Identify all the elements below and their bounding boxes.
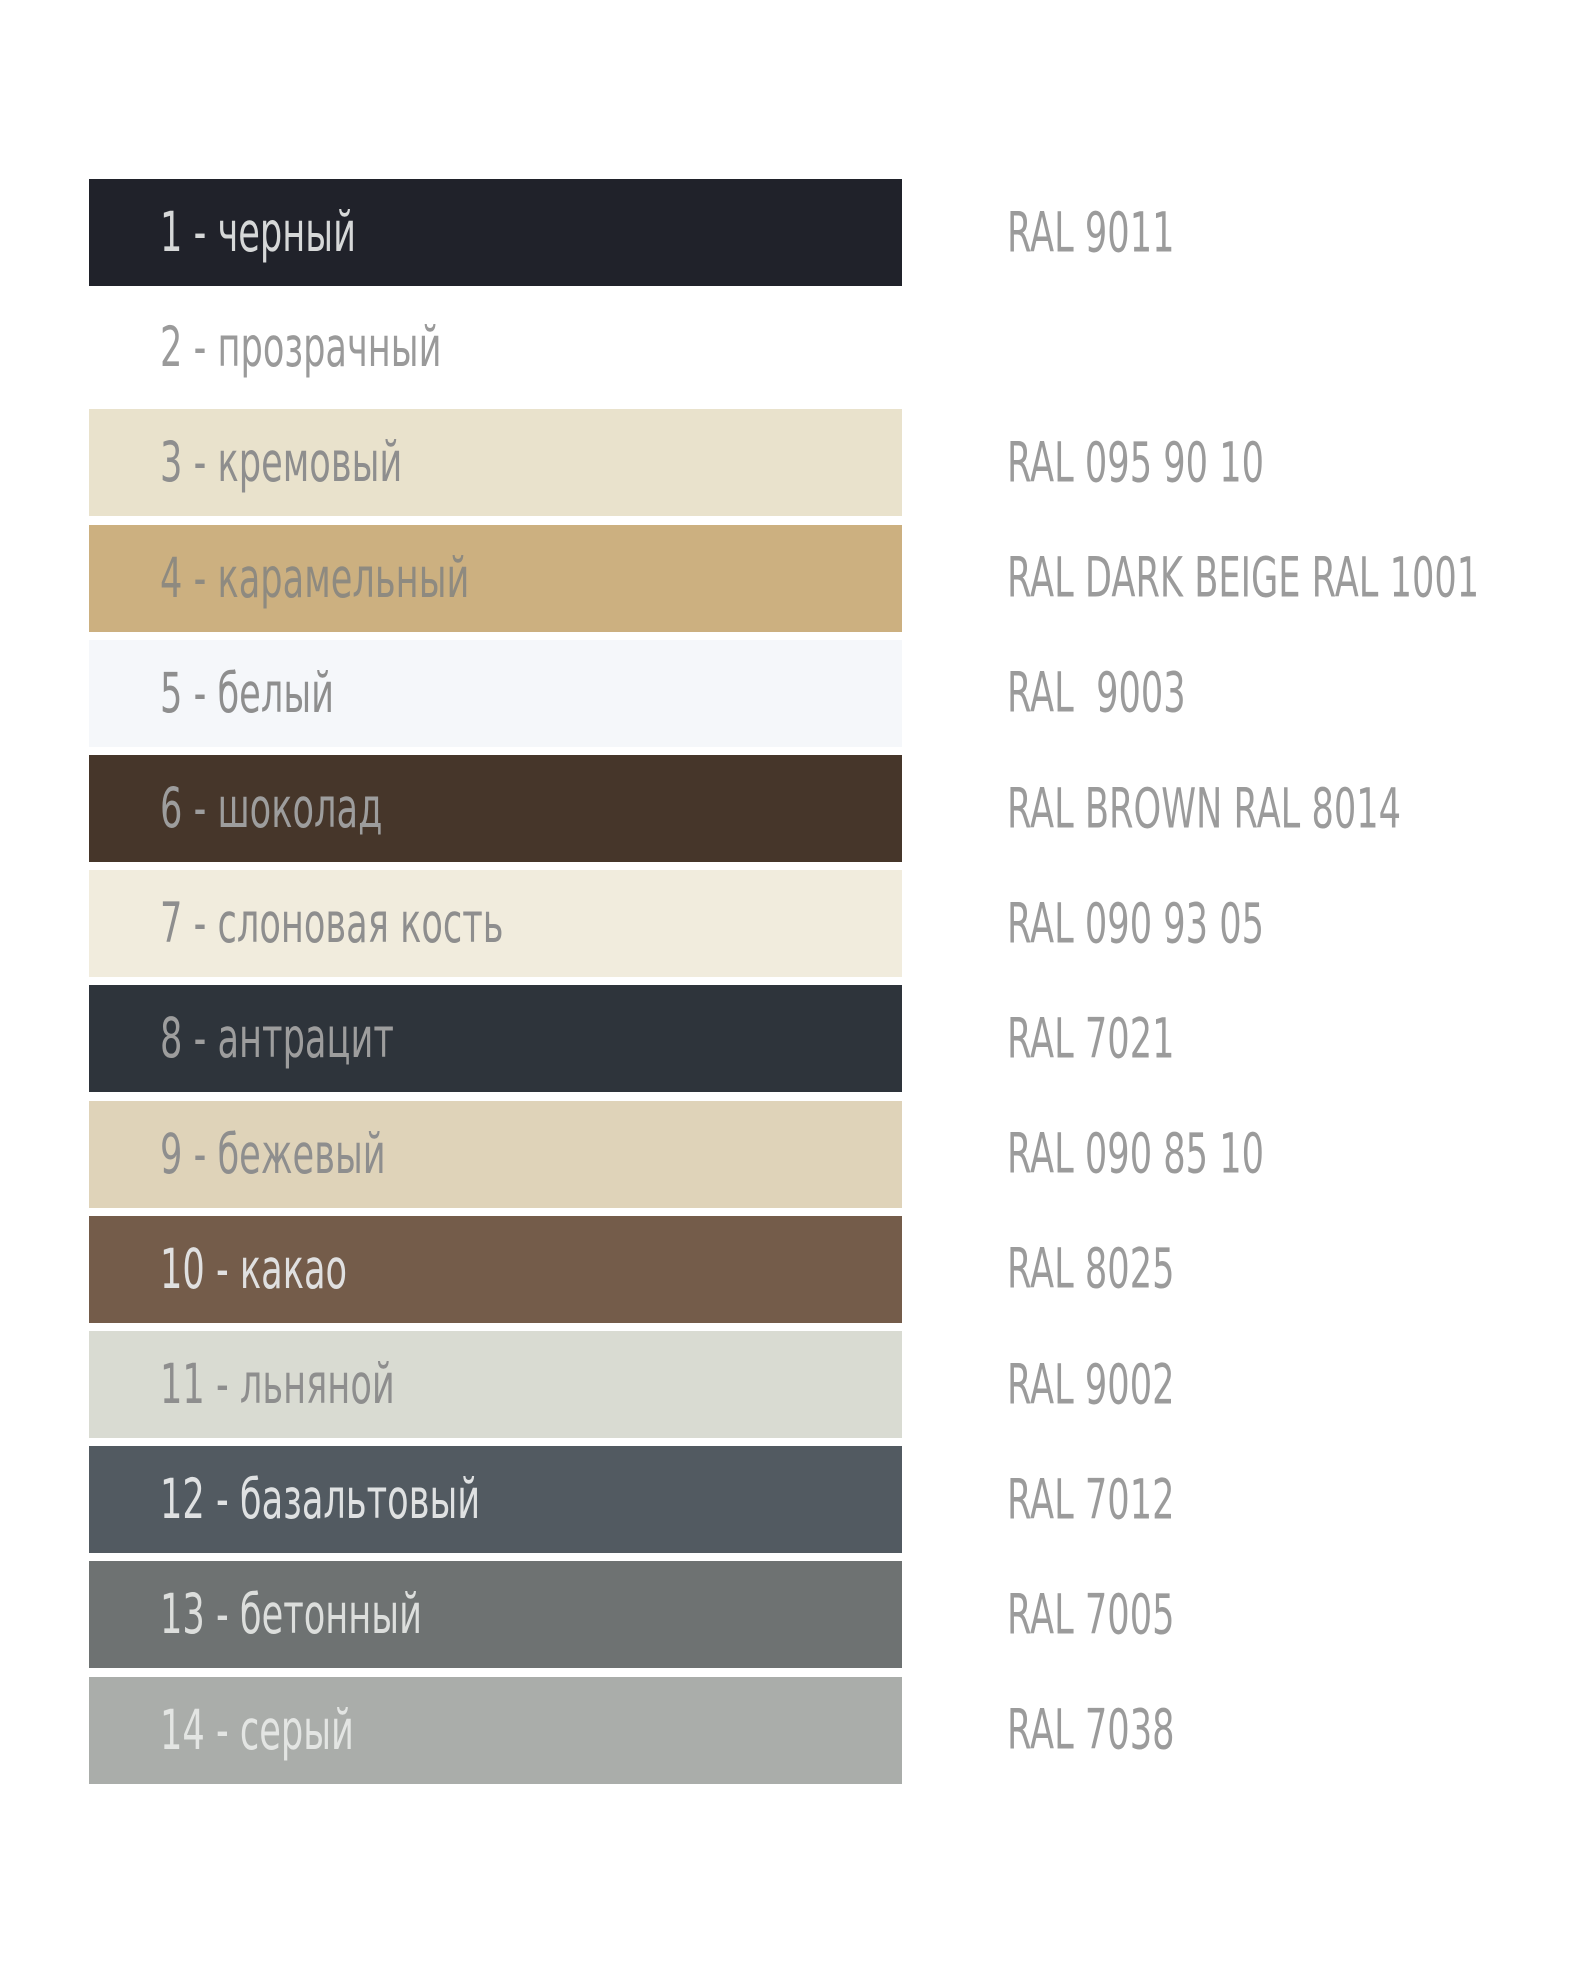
color-swatch — [89, 640, 902, 747]
color-name-label: 10 - какао — [160, 1236, 348, 1301]
color-row — [89, 640, 1186, 747]
color-swatch — [89, 409, 902, 516]
color-name-label: 13 - бетонный — [160, 1582, 422, 1647]
color-swatch — [89, 755, 902, 862]
ral-code-label: RAL 9002 — [1007, 1352, 1175, 1416]
color-name-label: 11 - льняной — [160, 1352, 395, 1416]
color-name-label: 3 - кремовый — [160, 430, 403, 495]
color-swatch — [89, 1446, 902, 1553]
color-row — [89, 1446, 1175, 1553]
ral-code-label: RAL 7021 — [1007, 1006, 1175, 1071]
color-swatch — [89, 1677, 902, 1784]
color-row — [89, 870, 1265, 977]
color-swatch — [89, 294, 902, 401]
color-swatch — [89, 1216, 902, 1323]
color-swatch — [89, 1101, 902, 1208]
color-row — [89, 1101, 1265, 1208]
color-row — [89, 985, 1175, 1092]
ral-code-label: RAL 090 93 05 — [1007, 891, 1265, 956]
color-row — [89, 1561, 1175, 1668]
ral-code-label: RAL DARK BEIGE RAL 1001 — [1007, 545, 1480, 610]
color-name-label: 14 - серый — [160, 1697, 354, 1762]
ral-code-label: RAL 8025 — [1007, 1236, 1175, 1301]
color-name-label: 9 - бежевый — [160, 1121, 386, 1186]
ral-code-label: RAL 090 85 10 — [1007, 1121, 1265, 1186]
color-row — [89, 1331, 1175, 1438]
ral-code-label: RAL 9011 — [1007, 200, 1175, 264]
color-name-label: 6 - шоколад — [160, 776, 383, 840]
color-row — [89, 294, 902, 401]
color-name-label: 7 - слоновая кость — [160, 891, 504, 956]
color-row — [89, 179, 1175, 286]
color-row — [89, 525, 1480, 632]
ral-code-label: RAL BROWN RAL 8014 — [1007, 776, 1402, 840]
ral-code-label: RAL 7038 — [1007, 1697, 1175, 1762]
ral-code-label: RAL 7005 — [1007, 1582, 1175, 1647]
color-swatch — [89, 525, 902, 632]
color-row — [89, 1216, 1175, 1323]
color-swatch — [89, 179, 902, 286]
color-row — [89, 409, 1265, 516]
color-name-label: 5 - белый — [160, 660, 335, 725]
ral-code-label: RAL 9003 — [1007, 660, 1186, 725]
ral-code-label: RAL 095 90 10 — [1007, 430, 1265, 495]
color-swatch — [89, 870, 902, 977]
color-name-label: 1 - черный — [160, 200, 356, 264]
color-swatch — [89, 985, 902, 1092]
color-row — [89, 1677, 1175, 1784]
color-name-label: 8 - антрацит — [160, 1006, 394, 1071]
ral-code-label: RAL 7012 — [1007, 1467, 1175, 1532]
color-name-label: 12 - базальтовый — [160, 1467, 481, 1532]
color-row — [89, 755, 1402, 862]
color-swatch — [89, 1561, 902, 1668]
color-name-label: 4 - карамельный — [160, 545, 470, 610]
color-name-label: 2 - прозрачный — [160, 315, 442, 380]
color-swatch — [89, 1331, 902, 1438]
